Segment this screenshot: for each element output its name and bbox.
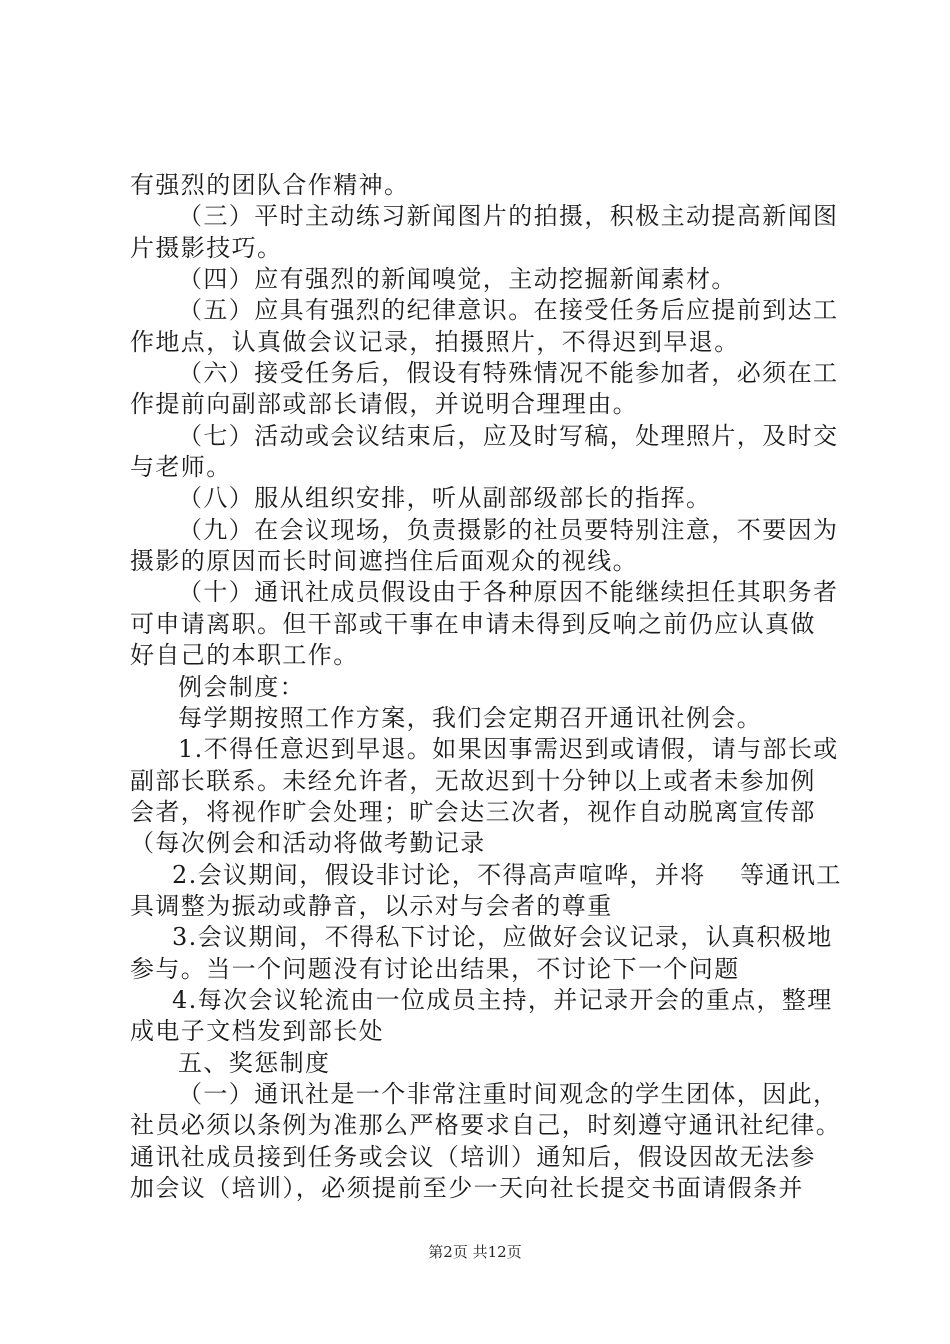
text-line-15: 可申请离职。但干部或干事在申请未得到反响之前仍应认真做 xyxy=(130,610,816,638)
text-line-7: （六）接受任务后，假设有特殊情况不能参加者，必须在工 xyxy=(178,359,839,387)
text-line-13: 摄影的原因而长时间遮挡住后面观众的视线。 xyxy=(130,547,638,575)
text-line-23: 2.会议期间，假设非讨论，不得高声喧哗，并将 等通讯工 xyxy=(172,861,842,889)
text-line-26: 参与。当一个问题没有讨论出结果，不讨论下一个问题 xyxy=(130,955,740,983)
text-line-1: 有强烈的团队合作精神。 xyxy=(130,171,410,199)
text-line-18: 每学期按照工作方案，我们会定期召开通讯社例会。 xyxy=(178,704,763,732)
text-line-29: 五、奖惩制度 xyxy=(178,1049,331,1077)
page-number-footer: 第2页 共12页 xyxy=(428,1243,522,1261)
text-line-33: 加会议（培训），必须提前至少一天向社长提交书面请假条并 xyxy=(130,1174,804,1202)
text-line-8: 作提前向副部或部长请假，并说明合理理由。 xyxy=(130,390,638,418)
text-line-10: 与老师。 xyxy=(130,453,232,481)
text-line-11: （八）服从组织安排，听从副部级部长的指挥。 xyxy=(178,484,712,512)
text-line-27: 4.每次会议轮流由一位成员主持，并记录开会的重点，整理 xyxy=(172,986,833,1014)
text-line-4: （四）应有强烈的新闻嗅觉，主动挖掘新闻素材。 xyxy=(178,265,737,293)
text-line-25: 3.会议期间，不得私下讨论，应做好会议记录，认真积极地 xyxy=(172,923,833,951)
text-line-5: （五）应具有强烈的纪律意识。在接受任务后应提前到达工 xyxy=(178,296,839,324)
text-line-9: （七）活动或会议结束后，应及时写稿，处理照片，及时交 xyxy=(178,422,839,450)
text-line-17: 例会制度： xyxy=(178,673,305,701)
text-line-14: （十）通讯社成员假设由于各种原因不能继续担任其职务者 xyxy=(178,578,839,606)
text-line-12: （九）在会议现场，负责摄影的社员要特别注意，不要因为 xyxy=(178,516,839,544)
text-line-21: 会者，将视作旷会处理；旷会达三次者，视作自动脱离宣传部 xyxy=(130,798,816,826)
text-line-30: （一）通讯社是一个非常注重时间观念的学生团体，因此， xyxy=(178,1080,839,1108)
text-line-20: 副部长联系。未经允许者，无故迟到十分钟以上或者未参加例 xyxy=(130,767,816,795)
text-line-28: 成电子文档发到部长处 xyxy=(130,1017,384,1045)
text-line-6: 作地点，认真做会议记录，拍摄照片，不得迟到早退。 xyxy=(130,328,740,356)
text-line-22: （每次例会和活动将做考勤记录 xyxy=(130,829,486,857)
text-line-31: 社员必须以条例为准那么严格要求自己，时刻遵守通讯社纪律。 xyxy=(130,1111,842,1139)
text-line-16: 好自己的本职工作。 xyxy=(130,641,359,669)
text-line-32: 通讯社成员接到任务或会议（培训）通知后，假设因故无法参 xyxy=(130,1143,816,1171)
text-line-24: 具调整为振动或静音，以示对与会者的尊重 xyxy=(130,892,613,920)
text-line-2: （三）平时主动练习新闻图片的拍摄，积极主动提高新闻图 xyxy=(178,202,839,230)
text-line-3: 片摄影技巧。 xyxy=(130,234,283,262)
text-line-19: 1.不得任意迟到早退。如果因事需迟到或请假，请与部长或 xyxy=(178,735,839,763)
